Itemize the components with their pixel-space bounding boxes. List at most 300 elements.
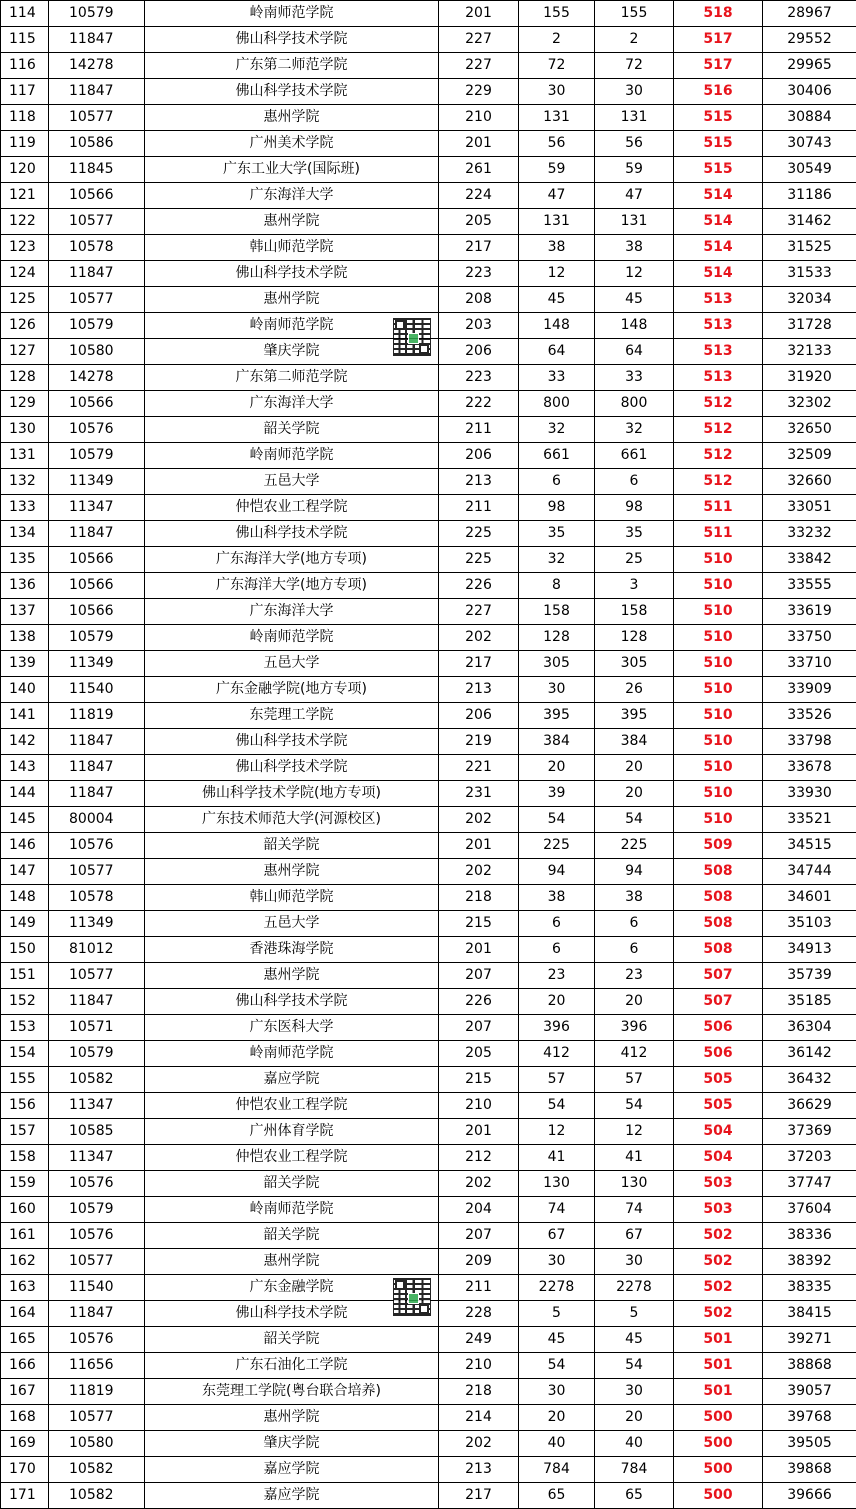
school-code-cell: 11847 [49, 781, 145, 807]
min-score-cell: 508 [674, 885, 763, 911]
plan-count-cell: 8 [519, 573, 595, 599]
min-score-cell: 512 [674, 443, 763, 469]
min-rank-cell: 38336 [763, 1223, 856, 1249]
school-name-cell: 东莞理工学院 [145, 703, 439, 729]
row-index-cell: 123 [1, 235, 49, 261]
major-group-code-cell: 209 [439, 1249, 519, 1275]
plan-count-cell: 2 [519, 27, 595, 53]
row-index-cell: 119 [1, 131, 49, 157]
table-row [1, 521, 856, 547]
major-group-code-cell: 201 [439, 937, 519, 963]
plan-count-cell: 20 [519, 989, 595, 1015]
min-rank-cell: 36629 [763, 1093, 856, 1119]
enrolled-count-cell: 41 [595, 1145, 674, 1171]
school-name-cell: 广东技术师范大学(河源校区) [145, 807, 439, 833]
table-row [1, 287, 856, 313]
major-group-code-cell: 227 [439, 599, 519, 625]
min-rank-cell: 39057 [763, 1379, 856, 1405]
school-code-cell: 10582 [49, 1457, 145, 1483]
school-name-cell: 韶关学院 [145, 1171, 439, 1197]
table-row [1, 833, 856, 859]
row-index-cell: 162 [1, 1249, 49, 1275]
min-score-cell: 500 [674, 1457, 763, 1483]
major-group-code-cell: 218 [439, 1379, 519, 1405]
min-score-cell: 514 [674, 261, 763, 287]
school-name-cell: 广东金融学院(地方专项) [145, 677, 439, 703]
school-name-cell: 惠州学院 [145, 1405, 439, 1431]
min-score-cell: 510 [674, 755, 763, 781]
min-score-cell: 506 [674, 1015, 763, 1041]
major-group-code-cell: 202 [439, 625, 519, 651]
table-row [1, 1327, 856, 1353]
enrolled-count-cell: 30 [595, 1379, 674, 1405]
min-score-cell: 507 [674, 963, 763, 989]
row-index-cell: 117 [1, 79, 49, 105]
table-row [1, 27, 856, 53]
table-row [1, 729, 856, 755]
table-row [1, 1405, 856, 1431]
row-index-cell: 138 [1, 625, 49, 651]
min-score-cell: 503 [674, 1197, 763, 1223]
row-index-cell: 171 [1, 1483, 49, 1509]
enrolled-count-cell: 158 [595, 599, 674, 625]
enrolled-count-cell: 128 [595, 625, 674, 651]
major-group-code-cell: 206 [439, 443, 519, 469]
table-row [1, 573, 856, 599]
min-rank-cell: 38415 [763, 1301, 856, 1327]
major-group-code-cell: 205 [439, 1041, 519, 1067]
school-name-cell: 韩山师范学院 [145, 235, 439, 261]
enrolled-count-cell: 20 [595, 1405, 674, 1431]
plan-count-cell: 56 [519, 131, 595, 157]
school-code-cell: 10576 [49, 833, 145, 859]
enrolled-count-cell: 65 [595, 1483, 674, 1509]
min-rank-cell: 32660 [763, 469, 856, 495]
school-name-cell: 嘉应学院 [145, 1483, 439, 1509]
plan-count-cell: 45 [519, 1327, 595, 1353]
plan-count-cell: 30 [519, 1379, 595, 1405]
enrolled-count-cell: 54 [595, 807, 674, 833]
major-group-code-cell: 225 [439, 547, 519, 573]
row-index-cell: 128 [1, 365, 49, 391]
school-name-cell: 佛山科学技术学院(地方专项) [145, 781, 439, 807]
plan-count-cell: 67 [519, 1223, 595, 1249]
row-index-cell: 153 [1, 1015, 49, 1041]
school-name-cell: 佛山科学技术学院 [145, 729, 439, 755]
school-name-cell: 五邑大学 [145, 911, 439, 937]
table-row [1, 365, 856, 391]
row-index-cell: 134 [1, 521, 49, 547]
school-code-cell: 10576 [49, 1223, 145, 1249]
enrolled-count-cell: 155 [595, 1, 674, 27]
row-index-cell: 145 [1, 807, 49, 833]
major-group-code-cell: 204 [439, 1197, 519, 1223]
school-code-cell: 10579 [49, 625, 145, 651]
school-name-cell: 惠州学院 [145, 963, 439, 989]
plan-count-cell: 2278 [519, 1275, 595, 1301]
plan-count-cell: 384 [519, 729, 595, 755]
min-score-cell: 510 [674, 599, 763, 625]
table-row [1, 651, 856, 677]
major-group-code-cell: 210 [439, 1353, 519, 1379]
min-score-cell: 510 [674, 807, 763, 833]
table-row [1, 807, 856, 833]
enrolled-count-cell: 59 [595, 157, 674, 183]
school-name-cell: 惠州学院 [145, 105, 439, 131]
min-score-cell: 502 [674, 1249, 763, 1275]
major-group-code-cell: 202 [439, 859, 519, 885]
school-name-cell: 韩山师范学院 [145, 885, 439, 911]
table-row [1, 261, 856, 287]
school-name-cell: 仲恺农业工程学院 [145, 495, 439, 521]
school-name-cell: 香港珠海学院 [145, 937, 439, 963]
table-row [1, 755, 856, 781]
table-row [1, 885, 856, 911]
plan-count-cell: 12 [519, 261, 595, 287]
min-score-cell: 510 [674, 547, 763, 573]
school-name-cell: 广东海洋大学 [145, 391, 439, 417]
min-score-cell: 508 [674, 937, 763, 963]
min-rank-cell: 39271 [763, 1327, 856, 1353]
school-code-cell: 10579 [49, 313, 145, 339]
table-row [1, 209, 856, 235]
enrolled-count-cell: 12 [595, 261, 674, 287]
min-score-cell: 501 [674, 1327, 763, 1353]
min-score-cell: 503 [674, 1171, 763, 1197]
major-group-code-cell: 213 [439, 1457, 519, 1483]
min-score-cell: 513 [674, 365, 763, 391]
table-row [1, 391, 856, 417]
min-score-cell: 515 [674, 157, 763, 183]
enrolled-count-cell: 35 [595, 521, 674, 547]
enrolled-count-cell: 45 [595, 1327, 674, 1353]
plan-count-cell: 32 [519, 417, 595, 443]
table-row [1, 443, 856, 469]
min-rank-cell: 31728 [763, 313, 856, 339]
min-rank-cell: 33555 [763, 573, 856, 599]
enrolled-count-cell: 130 [595, 1171, 674, 1197]
school-name-cell: 岭南师范学院 [145, 1, 439, 27]
school-code-cell: 11540 [49, 677, 145, 703]
school-name-cell: 佛山科学技术学院 [145, 521, 439, 547]
min-rank-cell: 33750 [763, 625, 856, 651]
row-index-cell: 139 [1, 651, 49, 677]
major-group-code-cell: 249 [439, 1327, 519, 1353]
min-score-cell: 502 [674, 1223, 763, 1249]
min-score-cell: 518 [674, 1, 763, 27]
table-row [1, 1457, 856, 1483]
min-rank-cell: 37203 [763, 1145, 856, 1171]
enrolled-count-cell: 225 [595, 833, 674, 859]
row-index-cell: 151 [1, 963, 49, 989]
school-code-cell: 10577 [49, 209, 145, 235]
min-score-cell: 507 [674, 989, 763, 1015]
major-group-code-cell: 212 [439, 1145, 519, 1171]
row-index-cell: 146 [1, 833, 49, 859]
enrolled-count-cell: 395 [595, 703, 674, 729]
major-group-code-cell: 219 [439, 729, 519, 755]
min-rank-cell: 38868 [763, 1353, 856, 1379]
enrolled-count-cell: 131 [595, 105, 674, 131]
min-score-cell: 510 [674, 573, 763, 599]
table-row [1, 781, 856, 807]
school-code-cell: 10566 [49, 391, 145, 417]
min-score-cell: 506 [674, 1041, 763, 1067]
plan-count-cell: 412 [519, 1041, 595, 1067]
min-rank-cell: 30884 [763, 105, 856, 131]
plan-count-cell: 47 [519, 183, 595, 209]
min-score-cell: 508 [674, 911, 763, 937]
qr-code-icon [393, 1278, 431, 1316]
plan-count-cell: 305 [519, 651, 595, 677]
enrolled-count-cell: 384 [595, 729, 674, 755]
major-group-code-cell: 206 [439, 703, 519, 729]
school-name-cell: 广东海洋大学(地方专项) [145, 573, 439, 599]
min-rank-cell: 32509 [763, 443, 856, 469]
enrolled-count-cell: 20 [595, 755, 674, 781]
min-score-cell: 513 [674, 339, 763, 365]
school-name-cell: 惠州学院 [145, 1249, 439, 1275]
major-group-code-cell: 213 [439, 469, 519, 495]
enrolled-count-cell: 148 [595, 313, 674, 339]
school-code-cell: 11847 [49, 79, 145, 105]
table-row [1, 105, 856, 131]
plan-count-cell: 40 [519, 1431, 595, 1457]
school-name-cell: 韶关学院 [145, 833, 439, 859]
row-index-cell: 129 [1, 391, 49, 417]
min-score-cell: 512 [674, 469, 763, 495]
min-score-cell: 517 [674, 53, 763, 79]
plan-count-cell: 65 [519, 1483, 595, 1509]
row-index-cell: 168 [1, 1405, 49, 1431]
plan-count-cell: 38 [519, 235, 595, 261]
enrolled-count-cell: 2 [595, 27, 674, 53]
row-index-cell: 149 [1, 911, 49, 937]
school-code-cell: 11847 [49, 755, 145, 781]
major-group-code-cell: 226 [439, 573, 519, 599]
school-code-cell: 81012 [49, 937, 145, 963]
major-group-code-cell: 223 [439, 365, 519, 391]
min-rank-cell: 32034 [763, 287, 856, 313]
min-rank-cell: 29965 [763, 53, 856, 79]
row-index-cell: 127 [1, 339, 49, 365]
school-name-cell: 广州体育学院 [145, 1119, 439, 1145]
min-rank-cell: 36432 [763, 1067, 856, 1093]
school-code-cell: 10582 [49, 1483, 145, 1509]
min-rank-cell: 33798 [763, 729, 856, 755]
school-code-cell: 11847 [49, 521, 145, 547]
min-score-cell: 502 [674, 1275, 763, 1301]
row-index-cell: 155 [1, 1067, 49, 1093]
major-group-code-cell: 228 [439, 1301, 519, 1327]
min-rank-cell: 33678 [763, 755, 856, 781]
row-index-cell: 165 [1, 1327, 49, 1353]
major-group-code-cell: 207 [439, 1223, 519, 1249]
enrolled-count-cell: 6 [595, 937, 674, 963]
plan-count-cell: 33 [519, 365, 595, 391]
major-group-code-cell: 211 [439, 417, 519, 443]
table-row [1, 599, 856, 625]
table-row [1, 417, 856, 443]
min-rank-cell: 31533 [763, 261, 856, 287]
table-row [1, 1197, 856, 1223]
row-index-cell: 140 [1, 677, 49, 703]
enrolled-count-cell: 131 [595, 209, 674, 235]
min-score-cell: 510 [674, 781, 763, 807]
school-code-cell: 11847 [49, 989, 145, 1015]
plan-count-cell: 395 [519, 703, 595, 729]
school-code-cell: 11847 [49, 27, 145, 53]
school-code-cell: 11347 [49, 1093, 145, 1119]
table-row [1, 1015, 856, 1041]
min-score-cell: 500 [674, 1431, 763, 1457]
min-rank-cell: 33526 [763, 703, 856, 729]
plan-count-cell: 661 [519, 443, 595, 469]
enrolled-count-cell: 54 [595, 1093, 674, 1119]
table-row [1, 1249, 856, 1275]
school-code-cell: 11540 [49, 1275, 145, 1301]
school-code-cell: 11819 [49, 1379, 145, 1405]
min-rank-cell: 31525 [763, 235, 856, 261]
enrolled-count-cell: 67 [595, 1223, 674, 1249]
school-name-cell: 岭南师范学院 [145, 443, 439, 469]
enrolled-count-cell: 661 [595, 443, 674, 469]
school-name-cell: 佛山科学技术学院 [145, 261, 439, 287]
school-name-cell: 广东工业大学(国际班) [145, 157, 439, 183]
table-row [1, 1431, 856, 1457]
plan-count-cell: 32 [519, 547, 595, 573]
min-score-cell: 514 [674, 183, 763, 209]
school-name-cell: 仲恺农业工程学院 [145, 1093, 439, 1119]
min-score-cell: 504 [674, 1119, 763, 1145]
min-score-cell: 510 [674, 729, 763, 755]
min-score-cell: 515 [674, 105, 763, 131]
school-code-cell: 10578 [49, 885, 145, 911]
min-score-cell: 515 [674, 131, 763, 157]
enrolled-count-cell: 6 [595, 911, 674, 937]
school-name-cell: 岭南师范学院 [145, 1197, 439, 1223]
school-name-cell: 岭南师范学院 [145, 625, 439, 651]
table-row [1, 911, 856, 937]
min-rank-cell: 30743 [763, 131, 856, 157]
min-score-cell: 500 [674, 1405, 763, 1431]
plan-count-cell: 20 [519, 1405, 595, 1431]
enrolled-count-cell: 38 [595, 235, 674, 261]
major-group-code-cell: 210 [439, 105, 519, 131]
school-name-cell: 广东海洋大学 [145, 599, 439, 625]
enrolled-count-cell: 57 [595, 1067, 674, 1093]
plan-count-cell: 800 [519, 391, 595, 417]
min-score-cell: 510 [674, 625, 763, 651]
major-group-code-cell: 213 [439, 677, 519, 703]
school-code-cell: 11349 [49, 911, 145, 937]
plan-count-cell: 72 [519, 53, 595, 79]
plan-count-cell: 35 [519, 521, 595, 547]
plan-count-cell: 39 [519, 781, 595, 807]
table-row [1, 547, 856, 573]
plan-count-cell: 6 [519, 469, 595, 495]
major-group-code-cell: 202 [439, 1431, 519, 1457]
min-rank-cell: 34744 [763, 859, 856, 885]
plan-count-cell: 20 [519, 755, 595, 781]
min-rank-cell: 33232 [763, 521, 856, 547]
enrolled-count-cell: 98 [595, 495, 674, 521]
school-code-cell: 14278 [49, 53, 145, 79]
min-score-cell: 510 [674, 703, 763, 729]
min-rank-cell: 36304 [763, 1015, 856, 1041]
plan-count-cell: 128 [519, 625, 595, 651]
enrolled-count-cell: 72 [595, 53, 674, 79]
min-rank-cell: 33710 [763, 651, 856, 677]
min-rank-cell: 34913 [763, 937, 856, 963]
plan-count-cell: 130 [519, 1171, 595, 1197]
enrolled-count-cell: 74 [595, 1197, 674, 1223]
school-name-cell: 韶关学院 [145, 1327, 439, 1353]
min-rank-cell: 31920 [763, 365, 856, 391]
school-name-cell: 韶关学院 [145, 417, 439, 443]
major-group-code-cell: 202 [439, 807, 519, 833]
plan-count-cell: 131 [519, 209, 595, 235]
plan-count-cell: 12 [519, 1119, 595, 1145]
row-index-cell: 124 [1, 261, 49, 287]
min-score-cell: 512 [674, 391, 763, 417]
plan-count-cell: 23 [519, 963, 595, 989]
enrolled-count-cell: 3 [595, 573, 674, 599]
min-rank-cell: 31186 [763, 183, 856, 209]
table-row [1, 131, 856, 157]
plan-count-cell: 784 [519, 1457, 595, 1483]
enrolled-count-cell: 25 [595, 547, 674, 573]
school-code-cell: 11656 [49, 1353, 145, 1379]
plan-count-cell: 158 [519, 599, 595, 625]
min-score-cell: 512 [674, 417, 763, 443]
plan-count-cell: 94 [519, 859, 595, 885]
school-code-cell: 11347 [49, 495, 145, 521]
plan-count-cell: 30 [519, 1249, 595, 1275]
school-code-cell: 10577 [49, 105, 145, 131]
min-score-cell: 510 [674, 677, 763, 703]
table-row [1, 53, 856, 79]
row-index-cell: 160 [1, 1197, 49, 1223]
major-group-code-cell: 218 [439, 885, 519, 911]
major-group-code-cell: 208 [439, 287, 519, 313]
major-group-code-cell: 215 [439, 1067, 519, 1093]
table-row [1, 79, 856, 105]
school-code-cell: 10571 [49, 1015, 145, 1041]
table-row [1, 469, 856, 495]
row-index-cell: 116 [1, 53, 49, 79]
min-rank-cell: 32133 [763, 339, 856, 365]
min-rank-cell: 32650 [763, 417, 856, 443]
enrolled-count-cell: 94 [595, 859, 674, 885]
school-name-cell: 惠州学院 [145, 859, 439, 885]
school-code-cell: 10577 [49, 1405, 145, 1431]
major-group-code-cell: 215 [439, 911, 519, 937]
plan-count-cell: 54 [519, 807, 595, 833]
major-group-code-cell: 201 [439, 1119, 519, 1145]
school-code-cell: 10579 [49, 1197, 145, 1223]
major-group-code-cell: 207 [439, 1015, 519, 1041]
major-group-code-cell: 211 [439, 1275, 519, 1301]
table-row [1, 183, 856, 209]
school-name-cell: 佛山科学技术学院 [145, 1301, 439, 1327]
plan-count-cell: 74 [519, 1197, 595, 1223]
min-score-cell: 511 [674, 495, 763, 521]
enrolled-count-cell: 784 [595, 1457, 674, 1483]
min-rank-cell: 37369 [763, 1119, 856, 1145]
school-code-cell: 14278 [49, 365, 145, 391]
school-code-cell: 11847 [49, 1301, 145, 1327]
